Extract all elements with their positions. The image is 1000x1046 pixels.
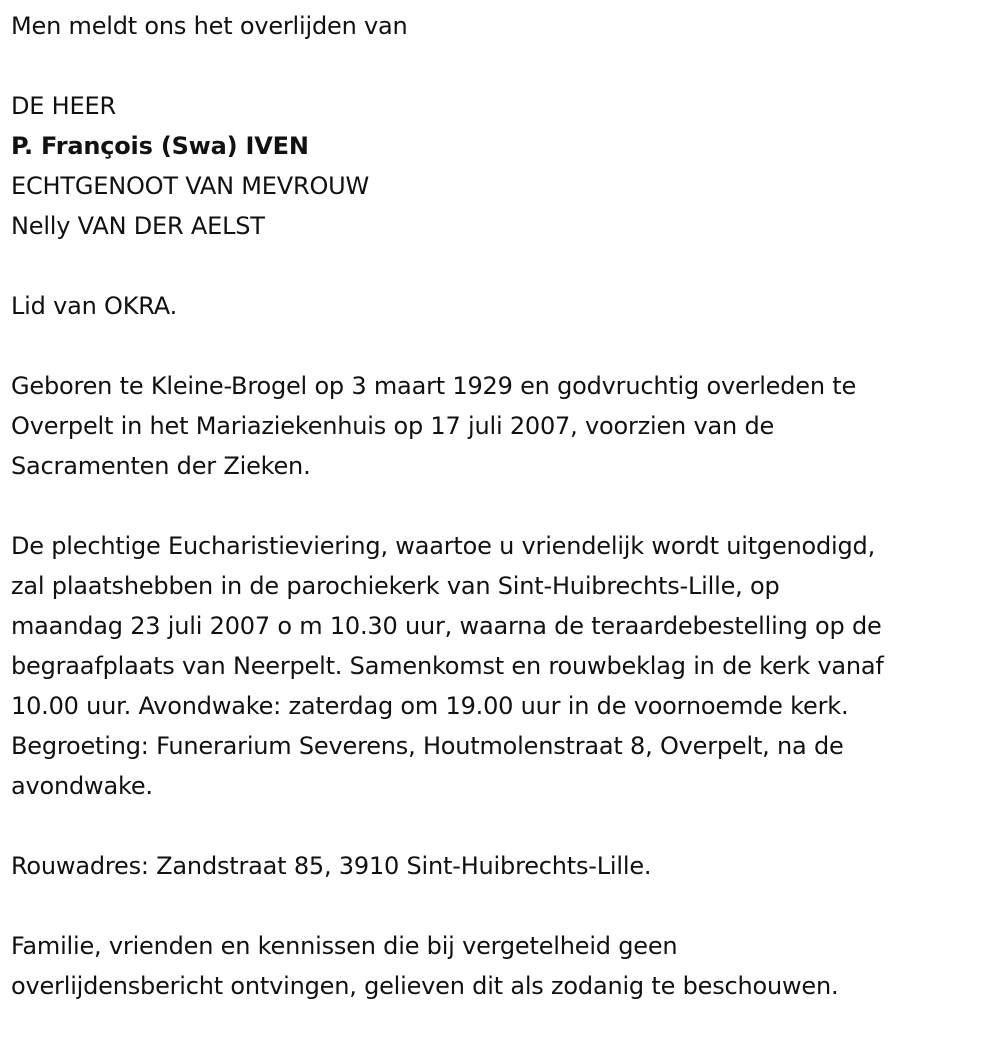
- deceased-name: P. François (Swa) IVEN: [11, 132, 309, 160]
- title-prefix: DE HEER: [11, 92, 116, 120]
- paragraph-line: Begroeting: Funerarium Severens, Houtmolenstraat 8, Overpelt, na de: [11, 732, 844, 760]
- paragraph-line: maandag 23 juli 2007 o m 10.30 uur, waarna de teraardebestelling op de: [11, 612, 882, 640]
- spacer: [11, 806, 996, 846]
- spouse-label: ECHTGENOOT VAN MEVROUW: [11, 172, 370, 200]
- spacer: [11, 246, 996, 286]
- spacer: [11, 326, 996, 366]
- paragraph-line: Familie, vrienden en kennissen die bij vergetelheid geen: [11, 932, 678, 960]
- paragraph-line: Geboren te Kleine-Brogel op 3 maart 1929 en godvruchtig overleden te: [11, 372, 857, 400]
- paragraph-line: Sacramenten der Zieken.: [11, 452, 311, 480]
- ceremony-paragraph: [11, 526, 996, 806]
- mourning-address: Rouwadres: Zandstraat 85, 3910 Sint-Huibrechts-Lille.: [11, 852, 652, 880]
- paragraph-line: Overpelt in het Mariaziekenhuis op 17 juli 2007, voorzien van de: [11, 412, 775, 440]
- intro-text: Men meldt ons het overlijden van: [11, 12, 408, 40]
- paragraph-line: overlijdensbericht ontvingen, gelieven dit als zodanig te beschouwen.: [11, 972, 839, 1000]
- obituary-notice: [11, 6, 996, 1006]
- spacer: [11, 486, 996, 526]
- paragraph-line: 10.00 uur. Avondwake: zaterdag om 19.00 uur in de voornoemde kerk.: [11, 692, 849, 720]
- paragraph-line: begraafplaats van Neerpelt. Samenkomst en rouwbeklag in de kerk vanaf: [11, 652, 884, 680]
- membership-text: Lid van OKRA.: [11, 292, 178, 320]
- paragraph-line: zal plaatshebben in de parochiekerk van Sint-Huibrechts-Lille, op: [11, 572, 780, 600]
- paragraph-line: De plechtige Eucharistieviering, waartoe u vriendelijk wordt uitgenodigd,: [11, 532, 876, 560]
- paragraph-line: avondwake.: [11, 772, 153, 800]
- spacer: [11, 46, 996, 86]
- birth-death-paragraph: [11, 366, 996, 486]
- closing-paragraph: [11, 926, 996, 1006]
- spacer: [11, 886, 996, 926]
- spouse-name: Nelly VAN DER AELST: [11, 212, 265, 240]
